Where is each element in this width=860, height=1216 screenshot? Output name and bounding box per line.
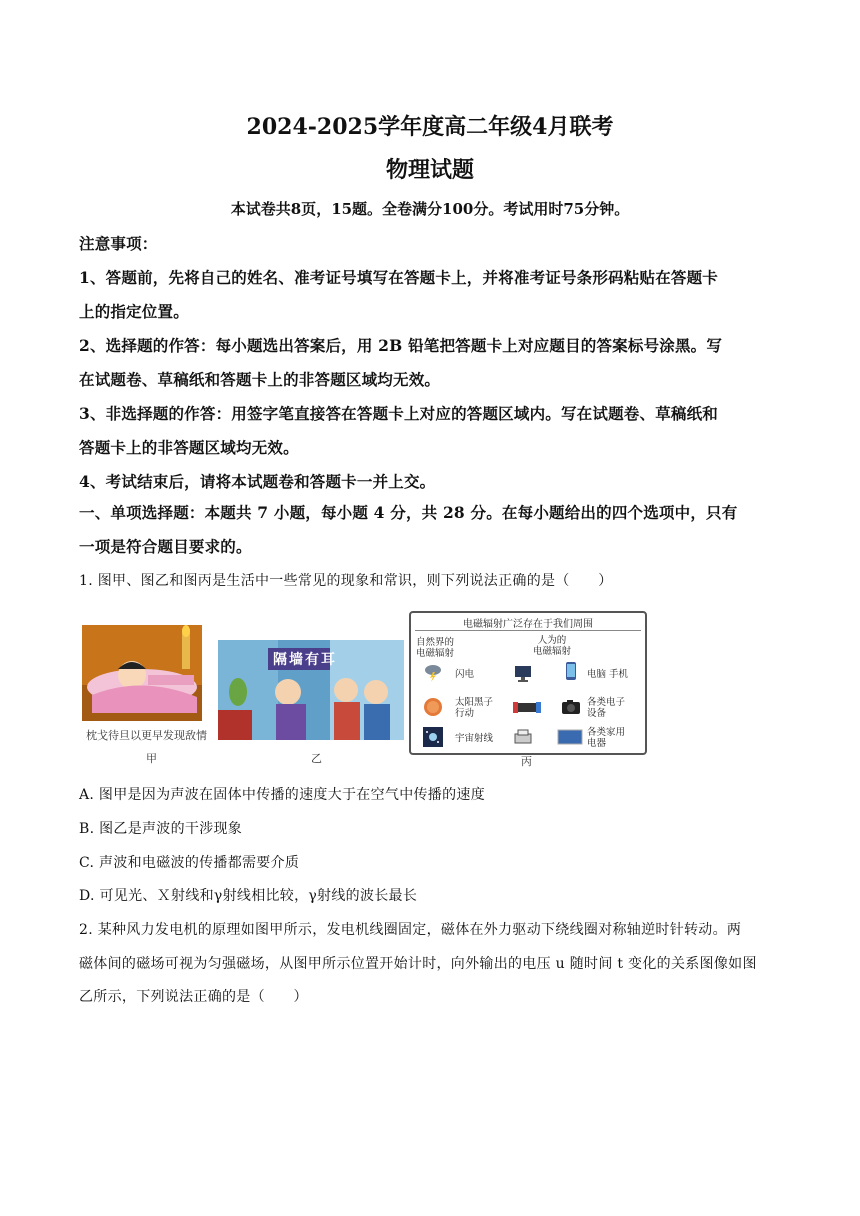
question-2-line: 2. 某种风力发电机的原理如图甲所示，发电机线圈固定，磁体在外力驱动下绕线圈对称轴逆时针转动。两 <box>79 922 742 938</box>
figure-yi-banner: 隔墙有耳 <box>273 652 337 668</box>
q1-option-d: D. 可见光、Ｘ射线和γ射线相比较，γ射线的波长最长 <box>79 888 418 904</box>
human-radiation-label: 人为的 电磁辐射 <box>533 635 572 657</box>
cosmic-ray-label: 宇宙射线 <box>455 733 494 744</box>
exam-summary: 本试卷共8页，15题。全卷满分100分。考试用时75分钟。 <box>230 200 630 218</box>
figure-jia-image <box>82 625 202 721</box>
figure-jia-caption: 枕戈待旦以更早发现敌情 <box>86 729 207 742</box>
figure-yi-label: 乙 <box>311 752 322 765</box>
computer-icon <box>513 663 533 683</box>
question-2-line: 磁体间的磁场可视为匀强磁场，从图甲所示位置开始计时，向外输出的电压 u 随时间 t 变化的关系图像如图 <box>79 956 757 972</box>
exam-title: 2024-2025学年度高二年级4月联考 <box>246 114 614 140</box>
notice-line: 2、选择题的作答：每小题选出答案后，用 2B 铅笔把答题卡上对应题目的答案标号涂黑。写 <box>79 336 723 355</box>
lightning-icon <box>423 663 443 683</box>
camera-icon <box>561 697 581 717</box>
notice-line: 上的指定位置。 <box>79 302 189 321</box>
figure-bing-panel <box>409 611 647 755</box>
figure-bing-divider <box>415 630 641 631</box>
notice-line: 1、答题前，先将自己的姓名、准考证号填写在答题卡上，并将准考证号条形码粘贴在答题卡 <box>79 268 718 287</box>
question-1-stem: 1. 图甲、图乙和图丙是生活中一些常见的现象和常识，则下列说法正确的是（ ） <box>79 573 613 589</box>
section-heading: 一、单项选择题：本题共 7 小题，每小题 4 分，共 28 分。在每小题给出的四个选项中，只有 <box>79 503 738 522</box>
notice-line: 4、考试结束后，请将本试题卷和答题卡一并上交。 <box>79 472 436 491</box>
notice-line: 在试题卷、草稿纸和答题卡上的非答题区域均无效。 <box>79 370 441 389</box>
figure-yi-image <box>218 640 404 740</box>
computer-phone-label: 电脑 手机 <box>587 669 629 680</box>
phone-icon <box>561 661 581 681</box>
lightning-label: 闪电 <box>455 669 475 680</box>
notice-heading: 注意事项： <box>79 234 158 253</box>
natural-radiation-label: 自然界的 电磁辐射 <box>416 637 455 659</box>
q1-option-a: A. 图甲是因为声波在固体中传播的速度大于在空气中传播的速度 <box>79 787 486 803</box>
figure-bing-heading: 电磁辐射广泛存在于我们周围 <box>463 619 593 630</box>
sunspot-label: 太阳黑子 行动 <box>455 697 494 719</box>
sunspot-icon <box>423 697 443 717</box>
tv-icon <box>557 727 583 747</box>
electronics-label: 各类电子 设备 <box>587 697 626 719</box>
game-console-icon <box>513 697 541 717</box>
notice-line: 答题卡上的非答题区域均无效。 <box>79 438 299 457</box>
subject-title: 物理试题 <box>385 157 474 183</box>
q1-option-c: C. 声波和电磁波的传播都需要介质 <box>79 855 300 871</box>
cosmic-ray-icon <box>423 727 443 747</box>
printer-icon <box>513 727 533 747</box>
question-2-line: 乙所示，下列说法正确的是（ ） <box>79 989 308 1005</box>
figure-bing-label: 丙 <box>521 755 532 768</box>
appliances-label: 各类家用 电器 <box>587 727 626 749</box>
figure-jia-label: 甲 <box>146 752 157 765</box>
section-heading: 一项是符合题目要求的。 <box>79 537 252 556</box>
notice-line: 3、非选择题的作答：用签字笔直接答在答题卡上对应的答题区域内。写在试题卷、草稿纸和 <box>79 404 718 423</box>
q1-option-b: B. 图乙是声波的干涉现象 <box>79 821 243 837</box>
